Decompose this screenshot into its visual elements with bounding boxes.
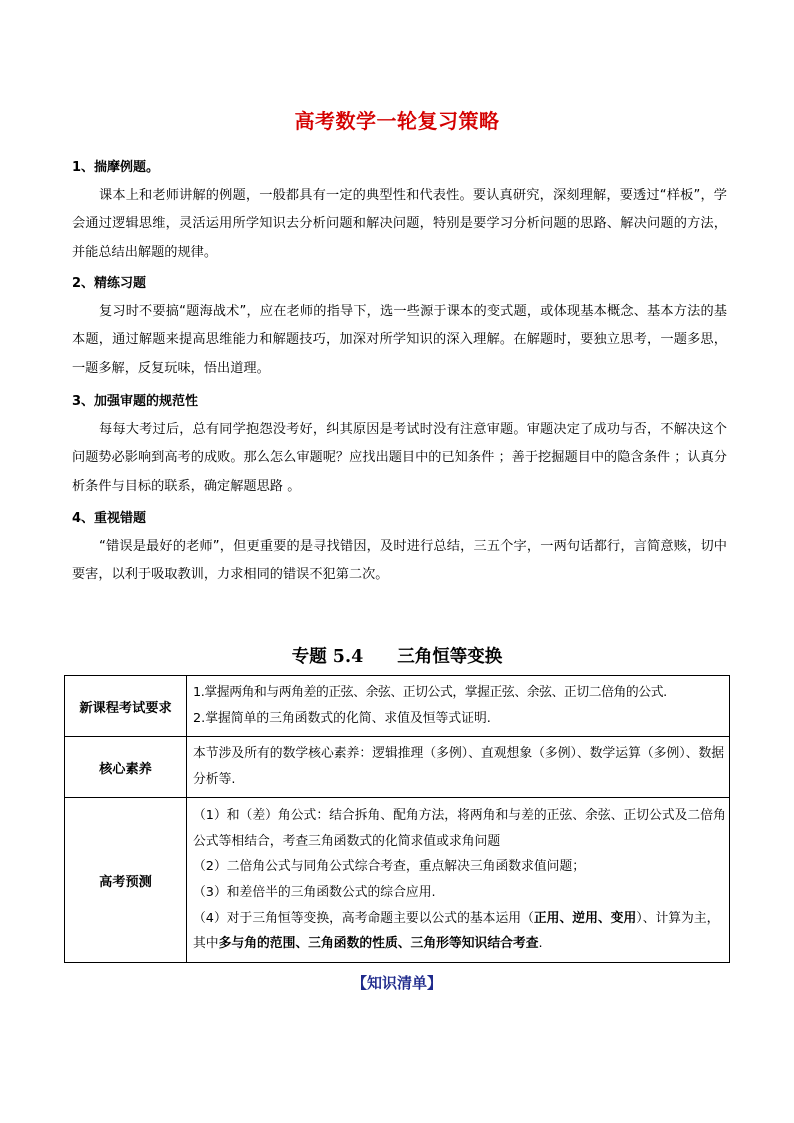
requirements-table [64, 675, 730, 963]
section-1-heading: 1、揣摩例题。 [72, 160, 160, 175]
forecast-item-4-bold-combination: 多与角的范围、三角函数的性质、三角形等知识结合考查 [218, 936, 539, 952]
forecast-item-4 [193, 906, 726, 957]
forecast-item-4-part-c: ）、计算为主，其中 [193, 910, 720, 952]
row-content-literacy: 本节涉及所有的数学核心素养：逻辑推理（多例）、直观想象（多例）、数学运算（多例）、数据分析等. [187, 737, 730, 798]
forecast-item-4-bold-uses: 正用、逆用、变用 [533, 910, 637, 926]
section-2-heading: 2、精练习题 [72, 276, 147, 291]
section-3-body: 每每大考过后，总有同学抱怨没考好，纠其原因是考试时没有注意审题。审题决定了成功与否，不解决这个问题势必影响到高考的成败。那么怎么审题呢？应找出题目中的已知条件 ；善于挖掘题目中的隐含条件 ；认真分析条件与目标的联系，确定解题思路 。 [72, 422, 727, 494]
section-4-body: “错误是最好的老师”，但更重要的是寻找错因，及时进行总结，三五个字，一两句话都行，言简意赅，切中要害，以利于吸取教训，力求相同的错误不犯第二次。 [72, 539, 727, 583]
table-row [65, 798, 730, 963]
section-1 [72, 154, 727, 267]
row-content-forecast [187, 798, 730, 963]
row-content-requirements [187, 676, 730, 737]
knowledge-list-heading: 【知识清单】 [351, 974, 442, 992]
table-row [65, 676, 730, 737]
table-row [65, 737, 730, 798]
forecast-item-4-part-a: （4）对于三角恒等变换，高考命题主要以公式的基本运用（ [193, 910, 534, 926]
requirement-line-2: 2.掌握简单的三角函数式的化简、求值及恒等式证明. [193, 711, 491, 726]
topic-name: 三角恒等变换 [397, 647, 503, 667]
section-2 [72, 270, 727, 383]
forecast-item-1: （1）和（差）角公式：结合拆角、配角方法，将两角和与差的正弦、余弦、正切公式及二倍角公式等相结合，考查三角函数式的化简求值或求角问题 [193, 808, 726, 849]
section-3-heading: 3、加强审题的规范性 [72, 394, 199, 409]
forecast-item-4-part-e: . [538, 936, 543, 952]
requirement-line-1: 1.掌握两角和与两角差的正弦、余弦、正切公式，掌握正弦、余弦、正切二倍角的公式. [193, 685, 667, 701]
page-title: 高考数学一轮复习策略 [294, 109, 500, 133]
row-label-forecast: 高考预测 [65, 798, 187, 963]
section-1-body: 课本上和老师讲解的例题，一般都具有一定的典型性和代表性。要认真研究，深刻理解，要透过“样板”，学会通过逻辑思维，灵活运用所学知识去分析问题和解决问题，特别是要学习分析问题的思路、解决问题的方法，并能总结出解题的规律。 [72, 188, 727, 260]
forecast-item-2: （2）二倍角公式与同角公式综合考查，重点解决三角函数求值问题； [193, 859, 586, 875]
topic-heading [0, 643, 794, 668]
section-3 [72, 388, 727, 501]
section-4 [72, 505, 727, 590]
row-label-requirements: 新课程考试要求 [65, 676, 187, 737]
row-label-literacy: 核心素养 [65, 737, 187, 798]
topic-number: 专题 5.4 [291, 647, 364, 667]
forecast-item-3: （3）和差倍半的三角函数公式的综合应用. [193, 885, 436, 900]
section-2-body: 复习时不要搞“题海战术”，应在老师的指导下，选一些源于课本的变式题，或体现基本概念、基本方法的基本题，通过解题来提高思维能力和解题技巧，加深对所学知识的深入理解。在解题时，要独立思考，一题多思，一题多解，反复玩味，悟出道理。 [72, 304, 727, 376]
section-4-heading: 4、重视错题 [72, 511, 147, 526]
